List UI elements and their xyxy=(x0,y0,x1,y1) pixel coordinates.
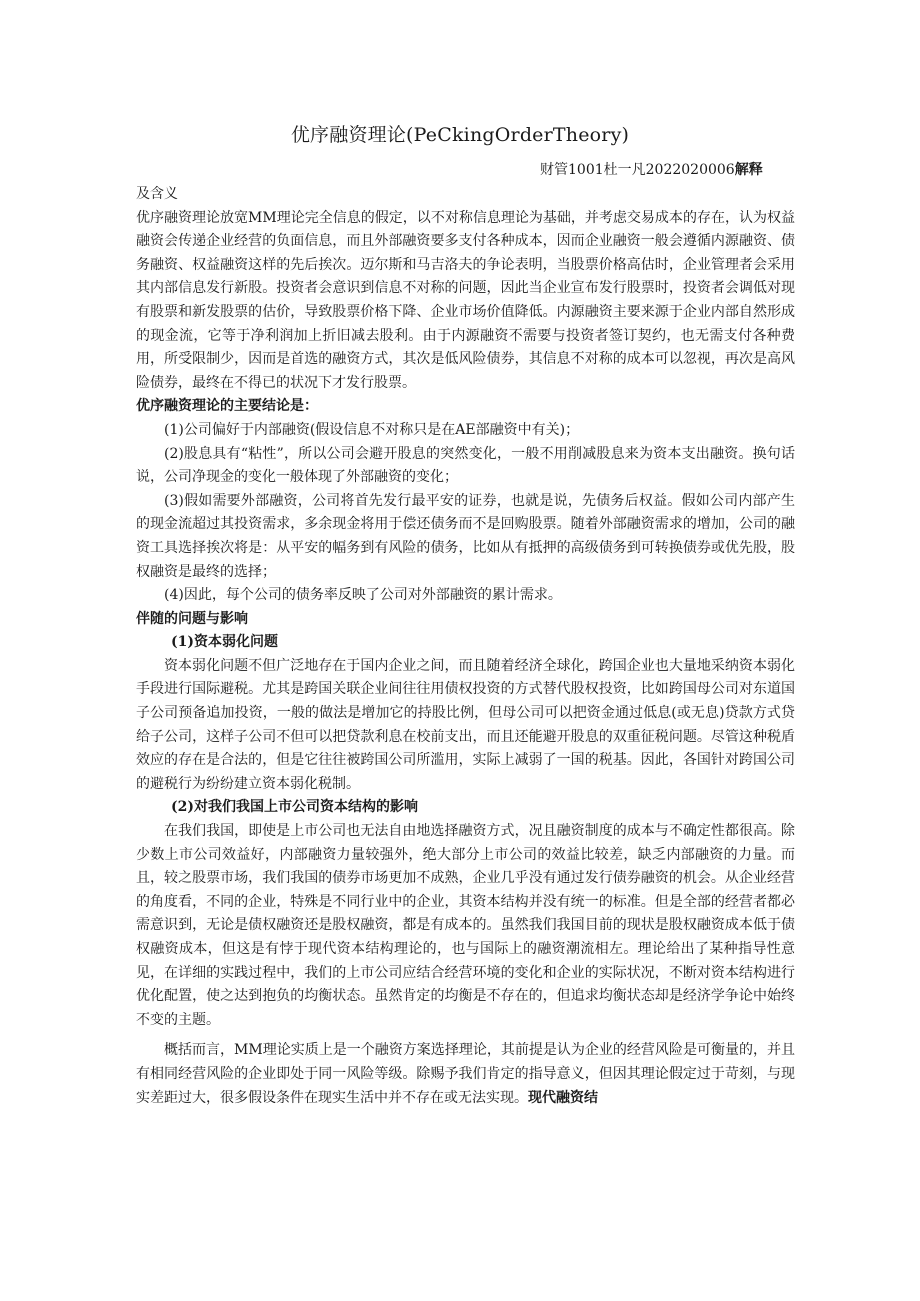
issues-heading: 伴随的问题与影响 xyxy=(136,610,248,627)
document-body xyxy=(136,183,795,1110)
conclusion-item: (2)股息具有“粘性”，所以公司会避开股息的突然变化，一般不用削减股息来为资本支出融资。换句话说，公司净现金的变化一般体现了外部融资的变化； xyxy=(136,445,795,486)
heading-meaning: 及含义 xyxy=(136,186,178,202)
intro-paragraph: 优序融资理论放宽MM理论完全信息的假定，以不对称信息理论为基础，并考虑交易成本的存在，认为权益融资会传递企业经营的负面信息，而且外部融资要多支付各种成本，因而企业融资一般会遵循内源融资、债务融资、权益融资这样的先后挨次。迈尔斯和马吉洛夫的争论表明，当股票价格高估时，企业管理者会采用其内部信息发行新股。投资者会意识到信息不对称的问题，因此当企业宣布发行股票时，投资者会调低对现有股票和新发股票的估价，导致股票价格下降、企业市场价值降低。内源融资主要来源于企业内部自然形成的现金流，它等于净利润加上折旧减去股利。由于内源融资不需要与投资者签订契约，也无需支付各种费用，所受限制少，因而是首选的融资方式，其次是低风险债券，其信息不对称的成本可以忽视，再次是高风险债券，最终在不得已的状况下才发行股票。 xyxy=(136,209,795,391)
summary-paragraph xyxy=(136,1039,795,1110)
section-2-paragraph: 在我们我国，即使是上市公司也无法自由地选择融资方式，况且融资制度的成本与不确定性都很高。除少数上市公司效益好，内部融资力量较强外，绝大部分上市公司的效益比较差，缺乏内部融资的力量。而且，较之股票市场，我们我国的债券市场更加不成熟，企业几乎没有通过发行债券融资的机会。从企业经营的角度看，不同的企业，特殊是不同行业中的企业，其资本结构并没有统一的标准。但是全部的经营者都必需意识到，无论是债权融资还是股权融资，都是有成本的。虽然我们我国目前的现状是股权融资成本低于债权融资成本，但这是有悖于现代资本结构理论的，也与国际上的融资潮流相左。理论给出了某种指导性意见，在详细的实践过程中，我们的上市公司应结合经营环境的变化和企业的实际状况，不断对资本结构进行优化配置，使之达到抱负的均衡状态。虽然肯定的均衡是不存在的，但追求均衡状态却是经济学争论中始终不变的主题。 xyxy=(136,823,795,1028)
author-info: 财管1001杜一凡2022020006 xyxy=(540,162,735,178)
section-1-paragraph: 资本弱化问题不但广泛地存在于国内企业之间，而且随着经济全球化，跨国企业也大量地采纳资本弱化手段进行国际避税。尤其是跨国关联企业间往往用债权投资的方式替代股权投资，比如跨国母公司对东道国子公司预备追加投资，一般的做法是增加它的持股比例，但母公司可以把资金通过低息(或无息)贷款方式贷给子公司，这样子公司不但可以把贷款利息在校前支出，而且还能避开股息的双重征税问题。尽管这种税盾效应的存在是合法的，但是它往往被跨国公司所滥用，实际上减弱了一国的税基。因此，各国针对跨国公司的避税行为纷纷建立资本弱化税制。 xyxy=(136,657,795,792)
conclusion-item: (1)公司偏好于内部融资(假设信息不对称只是在AE部融资中有关)； xyxy=(164,421,580,438)
author-bold-text: 解释 xyxy=(734,162,763,178)
section-1-heading: (1)资本弱化问题 xyxy=(171,634,278,651)
conclusion-item: (4)因此，每个公司的债务率反映了公司对外部融资的累计需求。 xyxy=(164,587,562,604)
author-line xyxy=(540,160,763,180)
conclusions-heading: 优序融资理论的主要结论是： xyxy=(136,398,318,415)
summary-text: 概括而言，MM理论实质上是一个融资方案选择理论，其前提是认为企业的经营风险是可衡量的，并且有相同经营风险的企业即处于同一风险等级。除赐予我们肯定的指导意义，但因其理论假定过于苛刻，与现实差距过大，很多假设条件在现实生活中并不存在或无法实现。 xyxy=(136,1042,795,1106)
conclusion-item: (3)假如需要外部融资，公司将首先发行最平安的证券，也就是说，先债务后权益。假如公司内部产生的现金流超过其投资需求，多余现金将用于偿还债务而不是回购股票。随着外部融资需求的增加，公司的融资工具选择挨次将是：从平安的幅务到有风险的债务，比如从有抵押的高级债务到可转换债券或优先股，股权融资是最终的选择； xyxy=(136,492,795,580)
page-title: 优序融资理论(PeCkingOrderTheory) xyxy=(290,124,630,146)
section-2-heading: (2)对我们我国上市公司资本结构的影响 xyxy=(171,799,418,816)
summary-bold-tail: 现代融资结 xyxy=(528,1089,598,1106)
